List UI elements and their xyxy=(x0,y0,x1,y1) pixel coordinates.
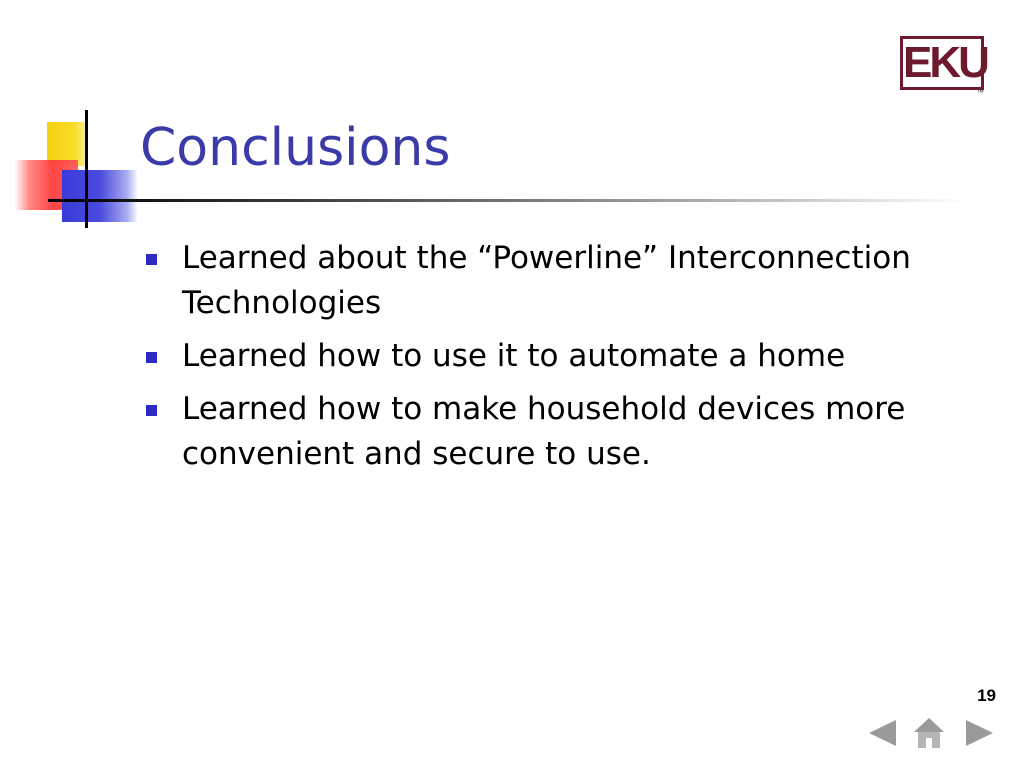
bullet-item xyxy=(142,236,962,326)
bullet-list xyxy=(142,236,962,485)
eku-logo xyxy=(896,32,992,98)
next-slide-button[interactable] xyxy=(962,716,996,750)
logo-text: EKU xyxy=(900,36,984,90)
bullet-text: Learned how to make household devices more convenient and secure to use. xyxy=(182,391,906,472)
slide-title: Conclusions xyxy=(140,118,451,178)
bullet-text: Learned how to use it to automate a home xyxy=(182,338,846,374)
bullet-text: Learned about the “Powerline” Interconnection Technologies xyxy=(182,240,911,321)
square-bullet-icon xyxy=(146,352,157,363)
previous-slide-button[interactable] xyxy=(866,716,900,750)
home-button[interactable] xyxy=(912,716,946,750)
title-underline-rule xyxy=(48,199,968,202)
square-bullet-icon xyxy=(146,254,157,265)
page-number: 19 xyxy=(977,686,996,705)
decorative-vertical-line xyxy=(85,110,88,228)
decorative-blue-square xyxy=(62,170,138,222)
left-triangle-icon xyxy=(866,716,900,750)
bullet-item xyxy=(142,387,962,477)
logo-trademark: ™ xyxy=(976,88,984,97)
square-bullet-icon xyxy=(146,405,157,416)
right-triangle-icon xyxy=(962,716,996,750)
bullet-item xyxy=(142,334,962,379)
home-icon xyxy=(912,716,946,750)
